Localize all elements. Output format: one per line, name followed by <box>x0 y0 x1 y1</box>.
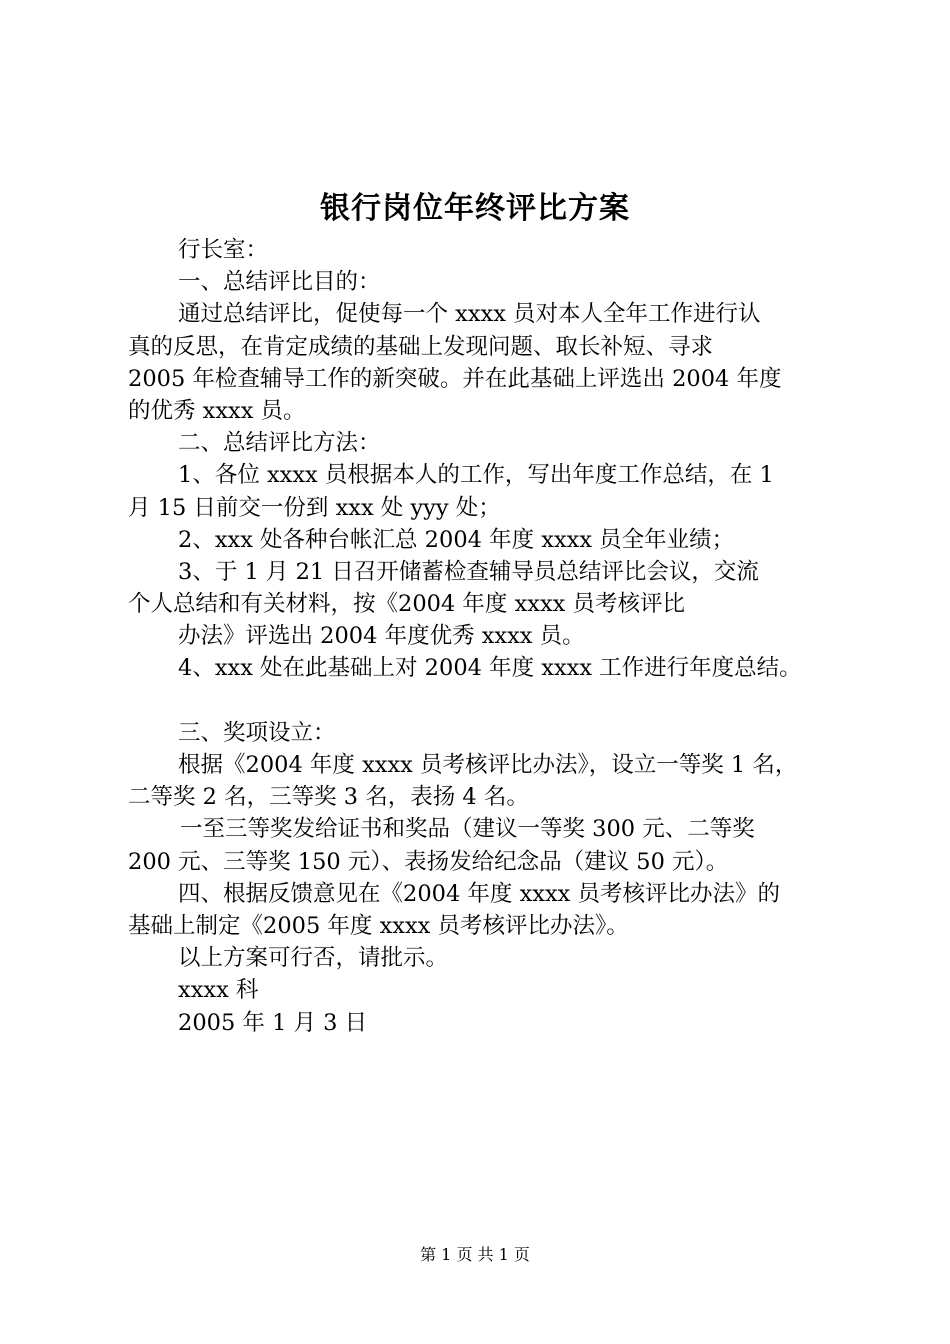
signature-department: xxxx 科 <box>178 977 259 1004</box>
document-title: 银行岗位年终评比方案 <box>320 191 630 226</box>
paragraph-line: 基础上制定《2005 年度 xxxx 员考核评比办法》。 <box>128 912 629 939</box>
document-body <box>128 234 838 1039</box>
blank-line <box>128 685 838 717</box>
paragraph-line: 2005 年检查辅导工作的新突破。并在此基础上评选出 2004 年度 <box>128 365 782 392</box>
section-heading: 二、总结评比方法： <box>178 430 381 457</box>
paragraph-line: 1、各位 xxxx 员根据本人的工作，写出年度工作总结，在 1 <box>178 462 774 489</box>
paragraph-line: 200 元、三等奖 150 元）、表扬发给纪念品（建议 50 元）。 <box>128 848 729 875</box>
page-footer: 第 1 页 共 1 页 <box>420 1245 530 1264</box>
paragraph-line: 二等奖 2 名，三等奖 3 名，表扬 4 名。 <box>128 784 529 811</box>
paragraph-line: 一至三等奖发给证书和奖品（建议一等奖 300 元、二等奖 <box>180 816 755 843</box>
closing-request: 以上方案可行否，请批示。 <box>178 945 449 972</box>
section-heading: 一、总结评比目的： <box>178 269 381 296</box>
paragraph-line: 通过总结评比，促使每一个 xxxx 员对本人全年工作进行认 <box>178 301 761 328</box>
paragraph-line: 根据《2004 年度 xxxx 员考核评比办法》，设立一等奖 1 名， <box>178 752 798 778</box>
paragraph-line: 4、xxx 处在此基础上对 2004 年度 xxxx 工作进行年度总结。 <box>178 655 802 682</box>
paragraph-line: 的优秀 xxxx 员。 <box>128 397 306 424</box>
section-heading: 三、奖项设立： <box>178 719 336 746</box>
paragraph-line: 月 15 日前交一份到 xxx 处 yyy 处； <box>128 494 501 521</box>
paragraph-line: 办法》评选出 2004 年度优秀 xxxx 员。 <box>178 623 585 650</box>
paragraph-line: 四、根据反馈意见在《2004 年度 xxxx 员考核评比办法》的 <box>178 880 780 907</box>
paragraph-line: 个人总结和有关材料，按《2004 年度 xxxx 员考核评比 <box>128 591 685 618</box>
paragraph-line: 3、于 1 月 21 日召开储蓄检查辅导员总结评比会议，交流 <box>178 558 759 585</box>
salutation: 行长室： <box>178 237 269 263</box>
paragraph-line: 真的反思，在肯定成绩的基础上发现问题、取长补短、寻求 <box>128 333 714 360</box>
paragraph-line: 2、xxx 处各种台帐汇总 2004 年度 xxxx 员全年业绩； <box>178 526 735 553</box>
signature-date: 2005 年 1 月 3 日 <box>178 1009 368 1036</box>
